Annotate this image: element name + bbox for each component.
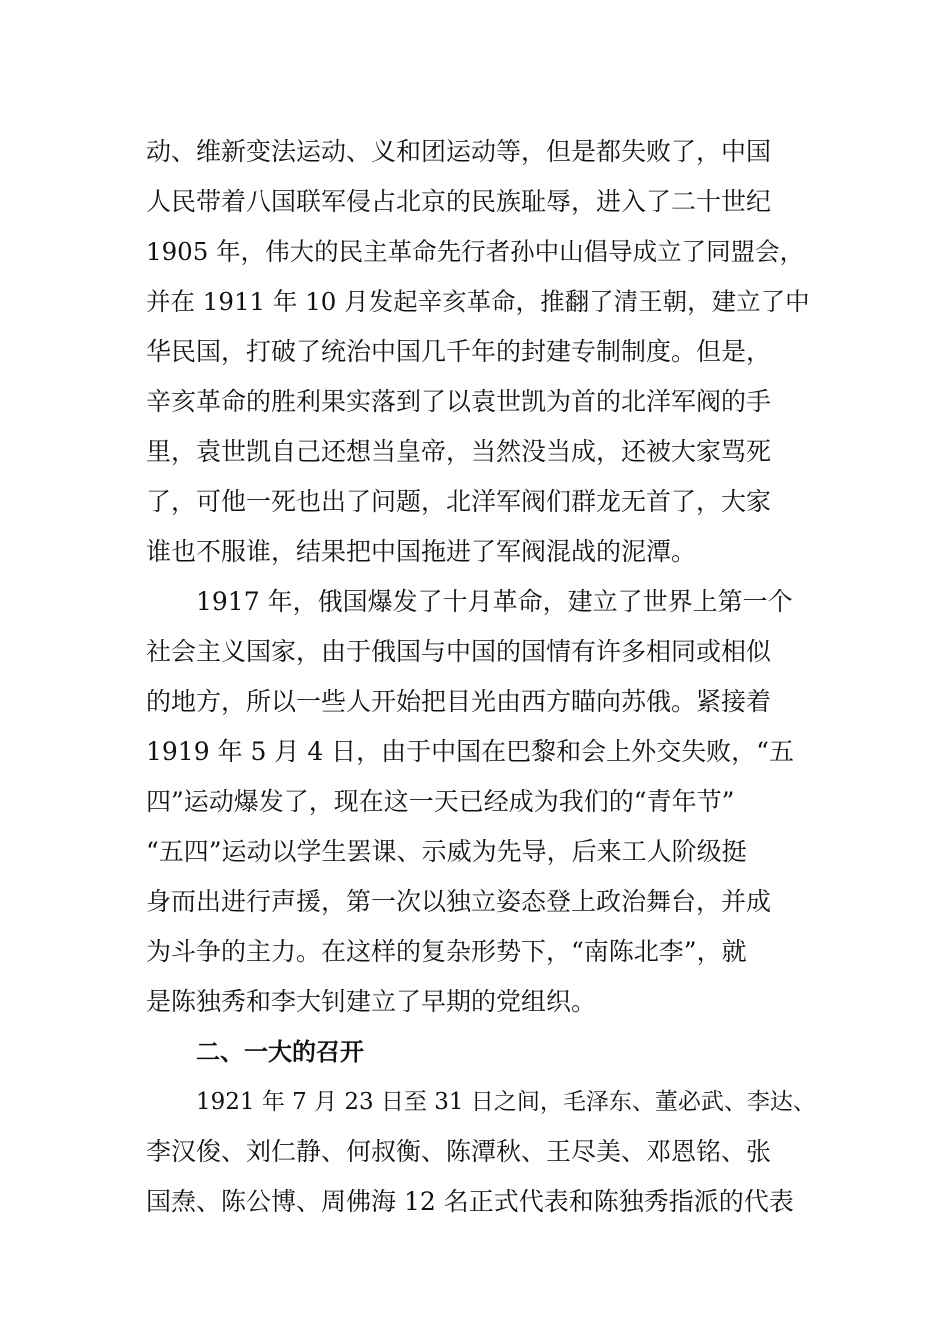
text-line-4: 并在 1911 年 10 月发起辛亥革命，推翻了清王朝，建立了中	[146, 287, 810, 316]
text-line-1: 动、维新变法运动、义和团运动等，但是都失败了，中国	[146, 137, 772, 166]
text-line-14: 四”运动爆发了，现在这一天已经成为我们的“青年节”	[146, 787, 735, 816]
text-line-7: 里，袁世凯自己还想当皇帝，当然没当成，还被大家骂死	[146, 437, 772, 466]
text-line-12: 的地方，所以一些人开始把目光由西方瞄向苏俄。紧接着	[146, 687, 772, 716]
text-line-13: 1919 年 5 月 4 日，由于中国在巴黎和会上外交失败，“五	[146, 737, 794, 766]
text-line-20: 1921 年 7 月 23 日至 31 日之间，毛泽东、董必武、李达、	[196, 1089, 816, 1115]
text-line-8: 了，可他一死也出了问题，北洋军阀们群龙无首了，大家	[146, 487, 772, 516]
text-line-15: “五四”运动以学生罢课、示威为先导，后来工人阶级挺	[146, 837, 747, 866]
text-line-18: 是陈独秀和李大钊建立了早期的党组织。	[146, 987, 597, 1016]
text-line-22: 国焘、陈公博、周佛海 12 名正式代表和陈独秀指派的代表	[146, 1187, 794, 1216]
text-line-10: 1917 年，俄国爆发了十月革命，建立了世界上第一个	[196, 587, 793, 616]
text-line-9: 谁也不服谁，结果把中国拖进了军阀混战的泥潭。	[146, 537, 697, 566]
text-line-2: 人民带着八国联军侵占北京的民族耻辱，进入了二十世纪	[146, 187, 772, 216]
text-line-17: 为斗争的主力。在这样的复杂形势下，“南陈北李”，就	[146, 937, 747, 966]
text-line-21: 李汉俊、刘仁静、何叔衡、陈潭秋、王尽美、邓恩铭、张	[146, 1137, 772, 1166]
text-line-11: 社会主义国家，由于俄国与中国的国情有许多相同或相似	[146, 637, 772, 666]
text-line-16: 身而出进行声援，第一次以独立姿态登上政治舞台，并成	[146, 887, 772, 916]
text-line-5: 华民国，打破了统治中国几千年的封建专制制度。但是，	[146, 337, 772, 366]
text-line-6: 辛亥革命的胜利果实落到了以袁世凯为首的北洋军阀的手	[146, 387, 772, 416]
text-line-3: 1905 年，伟大的民主革命先行者孙中山倡导成立了同盟会，	[146, 237, 805, 266]
section-heading: 二、一大的召开	[196, 1038, 364, 1066]
